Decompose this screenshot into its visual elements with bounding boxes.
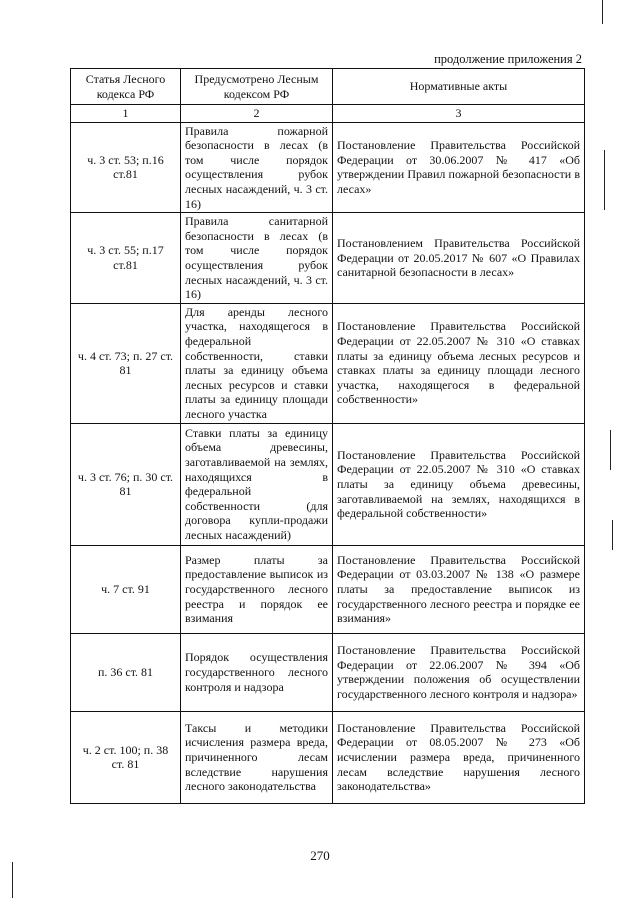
column-header-acts: Нормативные акты	[333, 69, 585, 105]
act-cell: Постановление Правительства Российской Федерации от 03.03.2007 № 138 «О размере платы за предоставление выписок из государственного лесного реестра и порядке ее взимания»	[333, 545, 585, 633]
act-cell: Постановление Правительства Российской Федерации от 08.05.2007 № 273 «Об исчислении размера вреда, причиненного лесам вследствие нарушения лесного законодательства»	[333, 711, 585, 803]
article-cell: ч. 3 ст. 76; п. 30 ст. 81	[71, 423, 181, 545]
table-row	[71, 711, 585, 803]
column-header-article: Статья Лесного кодекса РФ	[71, 69, 181, 105]
table-row	[71, 423, 585, 545]
scan-edge-mark	[604, 150, 605, 210]
table-row	[71, 633, 585, 711]
column-number-2: 2	[181, 105, 333, 123]
provision-cell: Правила пожарной безопасности в лесах (в том числе порядок осуществления рубок лесных насаждений, ч. 3 ст. 16)	[181, 122, 333, 213]
provision-cell: Для аренды лесного участка, находящегося в федеральной собственности, ставки платы за единицу объема лесных ресурсов и ставки платы за единицу площади лесного участка	[181, 303, 333, 423]
provision-cell: Таксы и методики исчисления размера вреда, причиненного лесам вследствие нарушения лесного законодательства	[181, 711, 333, 803]
provision-cell: Размер платы за предоставление выписок из государственного лесного реестра и порядок ее взимания	[181, 545, 333, 633]
article-cell: ч. 4 ст. 73; п. 27 ст. 81	[71, 303, 181, 423]
table-row	[71, 122, 585, 213]
article-cell: ч. 3 ст. 55; п.17 ст.81	[71, 213, 181, 304]
table-row	[71, 213, 585, 304]
act-cell: Постановление Правительства Российской Федерации от 22.05.2007 № 310 «О ставках платы за единицу объема лесных ресурсов и ставках платы за единицу площади лесного участка, находящегося в федеральной собственности»	[333, 303, 585, 423]
scan-edge-mark	[612, 520, 613, 550]
page-number: 270	[310, 848, 330, 863]
article-cell: ч. 3 ст. 53; п.16 ст.81	[71, 122, 181, 213]
article-cell: ч. 2 ст. 100; п. 38 ст. 81	[71, 711, 181, 803]
column-header-provision: Предусмотрено Лесным кодексом РФ	[181, 69, 333, 105]
provision-cell: Ставки платы за единицу объема древесины, заготавливаемой на землях, находящихся в федеральной собственности (для договора купли-продажи лесных насаждений)	[181, 423, 333, 545]
provision-cell: Правила санитарной безопасности в лесах (в том числе порядок осуществления рубок лесных насаждений, ч. 3 ст. 16)	[181, 213, 333, 304]
column-number-3: 3	[333, 105, 585, 123]
act-cell: Постановление Правительства Российской Федерации от 22.05.2007 № 310 «О ставках платы за единицу объема древесины, заготавливаемой на землях, находящихся в федеральной собственности»	[333, 423, 585, 545]
scan-edge-mark	[602, 0, 603, 24]
table-row	[71, 303, 585, 423]
column-number-1: 1	[71, 105, 181, 123]
scan-edge-mark	[610, 430, 611, 470]
act-cell: Постановление Правительства Российской Федерации от 30.06.2007 № 417 «Об утверждении Правил пожарной безопасности в лесах»	[333, 122, 585, 213]
table-row	[71, 545, 585, 633]
act-cell: Постановлением Правительства Российской Федерации от 20.05.2017 № 607 «О Правилах санитарной безопасности в лесах»	[333, 213, 585, 304]
article-cell: ч. 7 ст. 91	[71, 545, 181, 633]
provision-cell: Порядок осуществления государственного лесного контроля и надзора	[181, 633, 333, 711]
scan-edge-mark	[12, 862, 13, 898]
continuation-note: продолжение приложения 2	[434, 52, 582, 66]
act-cell: Постановление Правительства Российской Федерации от 22.06.2007 № 394 «Об утверждении положения об осуществлении государственного лесного контроля и надзора»	[333, 633, 585, 711]
normative-acts-table	[70, 68, 585, 804]
article-cell: п. 36 ст. 81	[71, 633, 181, 711]
